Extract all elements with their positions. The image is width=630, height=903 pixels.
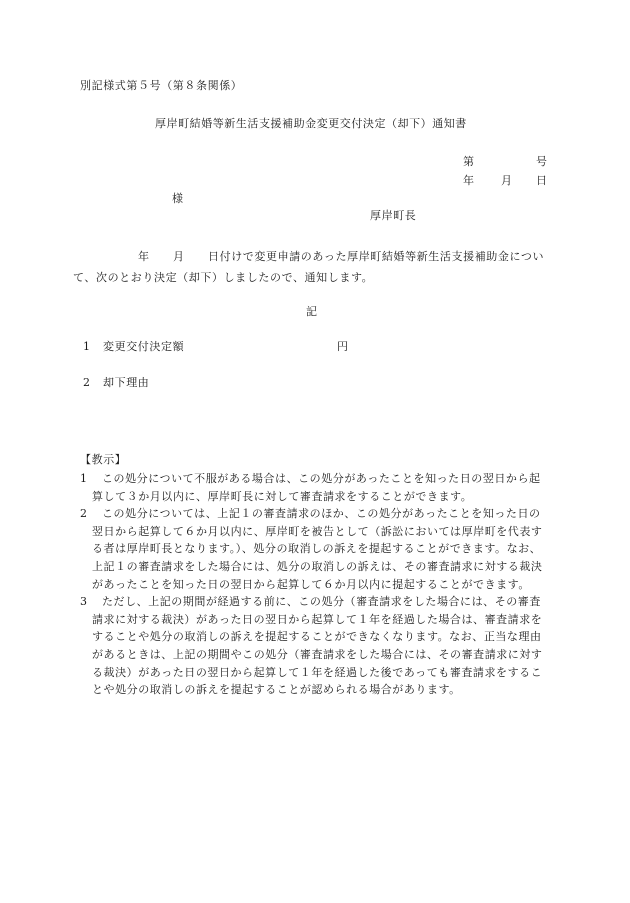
notice-line: することや処分の取消しの訴えを提起することができなくなります。なお、正当な理由 (92, 630, 542, 644)
date-month: 月 (501, 174, 513, 187)
item-unit: 円 (337, 340, 349, 353)
document-title: 厚岸町結婚等新生活支援補助金変更交付決定（却下）通知書 (155, 117, 467, 130)
notice-number: 3 (80, 595, 88, 609)
body-month: 月 (173, 250, 185, 263)
ki-heading: 記 (306, 305, 318, 318)
notice-line: 請求に対する裁決）があった日の翌日から起算して１年を経過した場合は、審査請求を (92, 612, 543, 626)
notice-line: があるときは、上記の期間やこの処分（審査請求をした場合には、その審査請求に対す (92, 647, 543, 661)
form-label: 別記様式第５号（第８条関係） (80, 79, 243, 92)
notice-line: 3 ただし、上記の期間が経過する前に、この処分（審査請求をした場合には、その審査 (80, 593, 550, 611)
notice-number: 2 (80, 507, 88, 521)
body-line-2: て、次のとおり決定（却下）しましたので、通知します。 (73, 271, 374, 284)
notice-heading: 【教示】 (80, 453, 127, 466)
number-suffix: 号 (536, 155, 548, 168)
number-prefix: 第 (463, 155, 475, 168)
body-line-1-text: 日付けで変更申請のあった厚岸町結婚等新生活支援補助金につい (208, 250, 545, 263)
notice-line: とや処分の取消しの訴えを提起することが認められる場合があります。 (92, 683, 461, 697)
notice-line: る者は厚岸町長となります。）、処分の取消しの訴えを提起することができます。なお、 (92, 542, 542, 556)
item-label: 変更交付決定額 (103, 340, 185, 353)
notice-list (80, 470, 550, 699)
body-year: 年 (138, 250, 150, 263)
notice-line: 上記１の審査請求をした場合には、処分の取消しの訴えは、その審査請求に対する裁決 (92, 559, 543, 573)
notice-line: があったことを知った日の翌日から起算して６か月以内に提起することができます。 (92, 577, 530, 591)
notice-line: 算して３か月以内に、厚岸町長に対して審査請求をすることができます。 (92, 489, 473, 503)
notice-number: 1 (80, 472, 88, 485)
item-label: 却下理由 (103, 376, 150, 389)
notice-line: 2 この処分については、上記１の審査請求のほか、この処分があったことを知った日の (80, 505, 550, 523)
item-number: 2 (83, 376, 91, 389)
notice-line: る裁決）があった日の翌日から起算して１年を経過した後であっても審査請求をするこ (92, 665, 543, 679)
item-number: 1 (83, 340, 91, 353)
addressee-honorific: 様 (172, 192, 184, 205)
notice-line: 1 この処分について不服がある場合は、この処分があったことを知った日の翌日から起 (80, 470, 550, 488)
notice-item-2 (80, 505, 550, 593)
notice-line: 翌日から起算して６か月以内に、厚岸町を被告として（訴訟においては厚岸町を代表す (92, 524, 543, 538)
date-year: 年 (463, 174, 475, 187)
date-day: 日 (536, 174, 548, 187)
notice-item-1 (80, 470, 550, 505)
notice-item-3 (80, 593, 550, 699)
sender-name: 厚岸町長 (370, 209, 417, 222)
